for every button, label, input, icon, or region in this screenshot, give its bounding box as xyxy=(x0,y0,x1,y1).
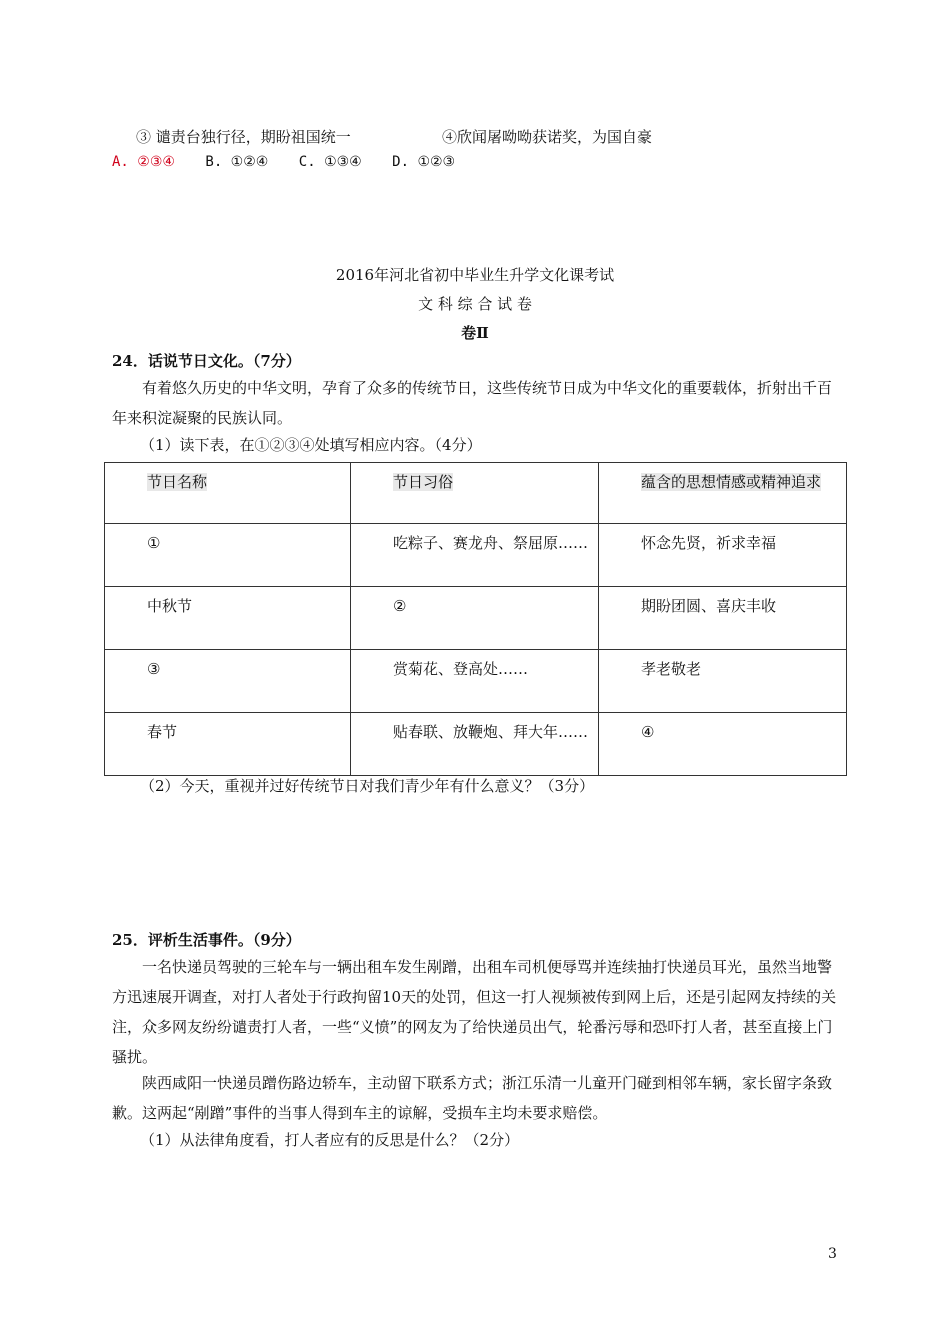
table-row xyxy=(105,713,847,776)
table-header-cell: 节日名称 xyxy=(105,463,351,524)
answer-option-c: C. ①③④ xyxy=(298,154,362,170)
table-row xyxy=(105,650,847,713)
table-header-cell: 蕴含的思想情感或精神追求 xyxy=(599,463,847,524)
table-cell: 中秋节 xyxy=(105,587,351,650)
question-24-intro: 有着悠久历史的中华文明，孕育了众多的传统节日，这些传统节日成为中华文化的重要载体，折射出千百年来积淀凝聚的民族认同。 xyxy=(112,379,833,427)
table-cell: 春节 xyxy=(105,713,351,776)
table-cell: 赏菊花、登高处…… xyxy=(351,650,599,713)
table-cell: ① xyxy=(105,524,351,587)
question-25-para2: 陕西咸阳一快递员蹭伤路边轿车，主动留下联系方式；浙江乐清一儿童开门碰到相邻车辆，家长留字条致歉。这两起“剐蹭”事件的当事人得到车主的谅解，受损车主均未要求赔偿。 xyxy=(112,1074,833,1122)
exam-title: 2016年河北省初中毕业生升学文化课考试 xyxy=(335,266,615,284)
festival-table xyxy=(104,462,847,776)
table-header-row xyxy=(105,463,847,524)
exam-subject: 文 科 综 合 试 卷 xyxy=(418,295,532,313)
table-cell: 孝老敬老 xyxy=(599,650,847,713)
table-cell: 期盼团圆、喜庆丰收 xyxy=(599,587,847,650)
answer-option-a: A. ②③④ xyxy=(112,154,175,170)
table-cell: 吃粽子、赛龙舟、祭屈原…… xyxy=(351,524,599,587)
question-25-title: 25．评析生活事件。（9分） xyxy=(112,931,301,949)
question-24-sub1: （1）读下表，在①②③④处填写相应内容。（4分） xyxy=(140,436,482,454)
exam-volume: 卷Ⅱ xyxy=(461,324,489,342)
table-cell: ③ xyxy=(105,650,351,713)
option-item-4: ④欣闻屠呦呦获诺奖，为国自豪 xyxy=(442,128,653,146)
answer-option-d: D. ①②③ xyxy=(392,154,456,170)
table-cell: ② xyxy=(351,587,599,650)
table-cell: ④ xyxy=(599,713,847,776)
question-24-title: 24．话说节日文化。（7分） xyxy=(112,352,301,370)
table-row xyxy=(105,587,847,650)
question-25-sub1: （1）从法律角度看，打人者应有的反思是什么？（2分） xyxy=(140,1131,520,1149)
question-25-para1: 一名快递员驾驶的三轮车与一辆出租车发生剐蹭，出租车司机便辱骂并连续抽打快递员耳光，虽然当地警方迅速展开调查，对打人者处于行政拘留10天的处罚，但这一打人视频被传到网上后，还是引起网友持续的关注，众多网友纷纷谴责打人者，一些“义愤”的网友为了给快递员出气，轮番污辱和恐吓打人者，甚至直接上门骚扰。 xyxy=(112,958,837,1066)
table-cell: 怀念先贤，祈求幸福 xyxy=(599,524,847,587)
answer-options xyxy=(112,154,455,170)
question-24-sub2: （2）今天，重视并过好传统节日对我们青少年有什么意义？（3分） xyxy=(140,777,595,795)
answer-option-b: B. ①②④ xyxy=(205,154,269,170)
option-item-3: ③ 谴责台独行径，期盼祖国统一 xyxy=(136,128,351,146)
table-cell: 贴春联、放鞭炮、拜大年…… xyxy=(351,713,599,776)
table-row xyxy=(105,524,847,587)
page-number: 3 xyxy=(828,1246,837,1262)
table-header-cell: 节日习俗 xyxy=(351,463,599,524)
